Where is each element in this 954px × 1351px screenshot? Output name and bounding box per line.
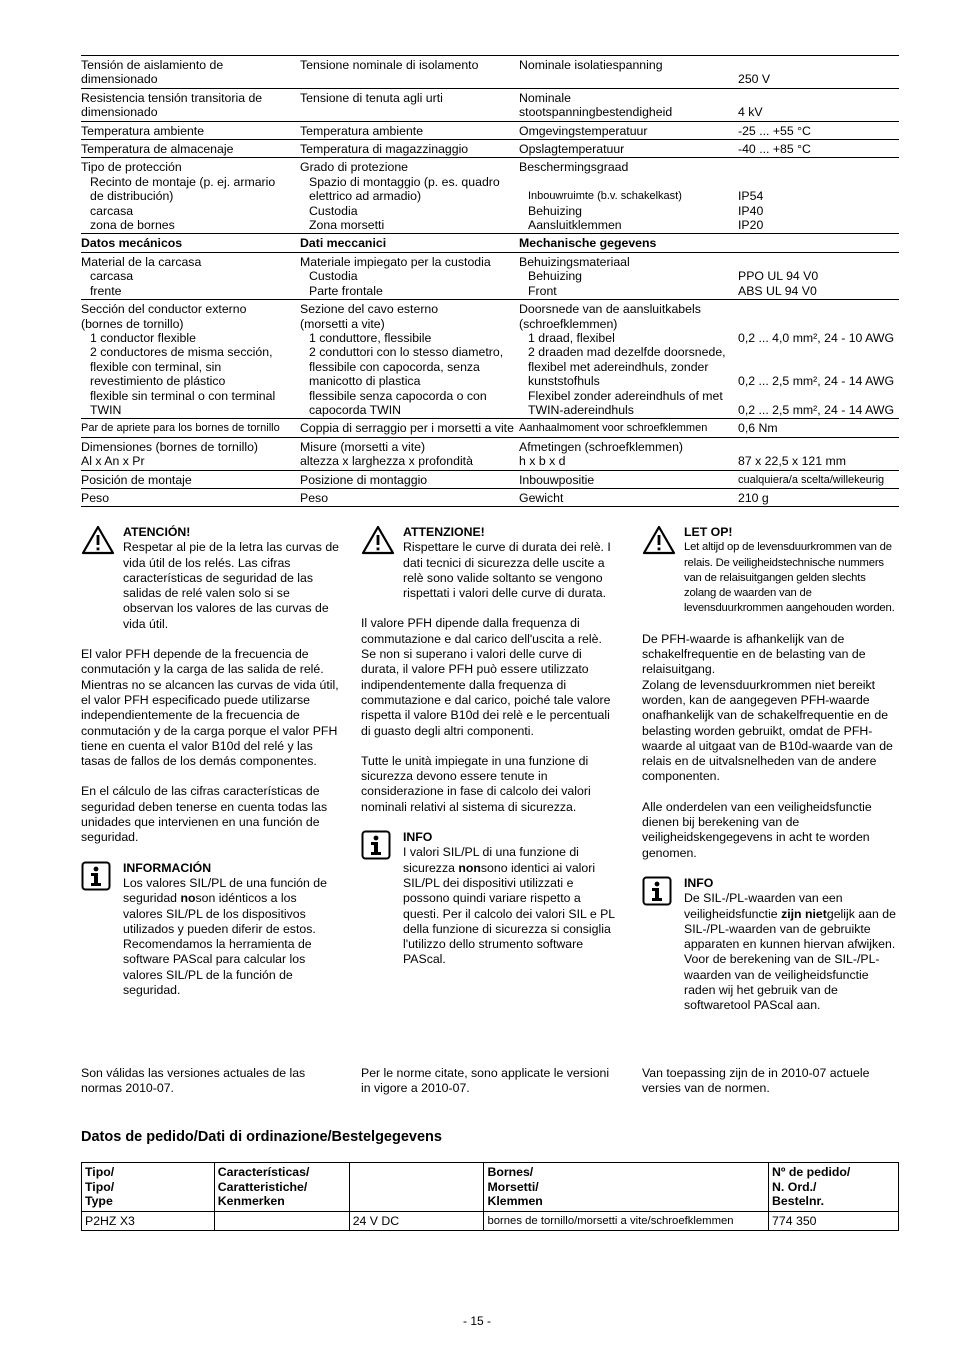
table-cell <box>300 470 519 488</box>
cell-line: Posición de montaje <box>81 472 192 487</box>
order-table-header <box>82 1163 899 1212</box>
cell-line: Temperatura ambiente <box>300 123 424 138</box>
info-title: INFORMACIÓN <box>123 860 212 875</box>
cell-line: ABS UL 94 V0 <box>738 283 817 298</box>
table-cell <box>300 140 519 158</box>
cell-line: 2 draaden mad dezelfde doorsnede, <box>528 345 726 360</box>
paragraph-calculation: En el cálculo de las cifras características de seguridad deben tenerse en cuenta todas las unidades que intervienen en una función de seguridad. <box>81 784 328 845</box>
cell-line: dimensionado <box>81 105 158 120</box>
cell-line <box>738 345 899 359</box>
cell-line: flessibile con capocorda, senza <box>309 359 480 374</box>
table-cell <box>519 470 738 488</box>
info-title: INFO <box>684 875 714 890</box>
table-cell <box>81 437 300 470</box>
info-icon <box>361 830 391 860</box>
cell-line <box>738 388 899 402</box>
cell-line: Doorsnede van de aansluitkabels <box>519 302 701 317</box>
table-row <box>81 470 899 488</box>
table-row <box>81 488 899 506</box>
table-cell <box>519 437 738 470</box>
cell-line <box>738 91 899 105</box>
cell-line: flexible sin terminal o con terminal <box>90 388 276 403</box>
paragraph-pfh: El valor PFH depende de la frecuencia de conmutación y la carga de las salida de relé. Mientras no se alcancen las curvas de vida útil, el valor PFH especificado puede utilizarse independientemente de la frecuencia de conmutación y de la carga porque el valor PFH tiene en cuenta el valor B10d del relé y las tasas de fallos de los demás componentes. <box>81 647 339 769</box>
table-row <box>82 1211 899 1231</box>
order-header-cell <box>214 1163 349 1212</box>
order-header-cell <box>349 1163 484 1212</box>
cell-line <box>738 255 899 269</box>
table-cell <box>300 88 519 121</box>
warning-note-es <box>81 525 339 632</box>
cell-line: Mechanische gegevens <box>519 236 657 251</box>
standards-note-nl <box>642 1066 900 1097</box>
table-cell <box>519 252 738 299</box>
cell-line: altezza x larghezza x profondità <box>300 454 473 469</box>
info-note-nl <box>642 876 900 1014</box>
standards-note-it <box>361 1066 619 1097</box>
cell-line: IP20 <box>738 218 764 233</box>
cell-line: Custodia <box>309 203 358 218</box>
paragraph-pfh-cont: Zolang de levensduurkrommen niet bereikt worden, kan de aangegeven PFH-waarde onafhankelijk van de schakelfrequentie en de belasting worden gebruikt, omdat de PFH-waarde al uitgaat van de B10d-waarde van de relais en de uitvalsnelheden van de andere componenten. <box>642 677 893 784</box>
info-note-es <box>81 861 339 999</box>
cell-line: (schroefklemmen) <box>519 316 618 331</box>
table-row <box>81 300 899 419</box>
cell-line: Tensión de aislamiento de <box>81 58 224 72</box>
table-cell <box>300 300 519 419</box>
cell-line: (morsetti a vite) <box>300 316 385 331</box>
standards-text: Van toepassing zijn de in 2010-07 actuele versies van de normen. <box>642 1066 870 1096</box>
cell-line: 4 kV <box>738 105 763 120</box>
cell-line <box>738 360 899 374</box>
warning-text: Rispettare le curve di durata dei relè. I dati tecnici di sicurezza delle uscite a relè sono valide soltanto se vengono rispettati i valori delle curve di durata. <box>403 540 611 601</box>
cell-line <box>738 440 899 454</box>
cell-line: Temperatura ambiente <box>81 123 205 138</box>
cell-line: Gewicht <box>519 490 564 505</box>
cell-line: Nominale <box>519 90 571 105</box>
cell-line: TWIN-adereindhuls <box>528 402 634 417</box>
cell-line: Tensione di tenuta agli urti <box>300 90 443 105</box>
table-cell <box>300 488 519 506</box>
cell-line <box>738 236 899 250</box>
warning-title: ATENCIÓN! <box>123 525 191 539</box>
cell-line: 2 conduttori con lo stesso diametro, <box>309 345 504 360</box>
cell-line: Dati meccanici <box>300 236 387 251</box>
cell-line: carcasa <box>90 269 134 284</box>
cell-line: Flexibel zonder adereindhuls of met <box>528 388 723 403</box>
table-cell <box>300 252 519 299</box>
table-cell <box>519 121 738 139</box>
cell-line: Front <box>528 283 557 298</box>
cell-line: -40 ... +85 °C <box>738 142 811 157</box>
info-icon <box>81 861 111 891</box>
warning-note-it <box>361 525 619 601</box>
warning-triangle-icon <box>361 525 395 555</box>
info-text: I valori SIL/PL di una funzione di sicurezza nonsono identici ai valori SIL/PL dei dispositivi utilizzati e possono quindi variare rispetto a questi. Per il calcolo dei valori SIL e PL della funzione di sicurezza si consiglia l'utilizzo dello strumento software PAScal. <box>403 845 615 967</box>
cell-line: manicotto di plastica <box>309 374 421 389</box>
cell-line: Aanhaalmoment voor schroefklemmen <box>519 422 708 435</box>
cell-line: Behuizingsmateriaal <box>519 254 630 269</box>
order-cell: bornes de tornillo/morsetti a vite/schroefklemmen <box>484 1211 769 1231</box>
table-cell <box>738 300 899 419</box>
cell-line: capocorda TWIN <box>309 402 402 417</box>
header-line: Características/ <box>217 1165 310 1179</box>
cell-line: Resistencia tensión transitoria de <box>81 90 263 105</box>
header-line: Tipo/ <box>85 1179 115 1194</box>
cell-line: Datos mecánicos <box>81 236 183 251</box>
cell-line: kunststofhuls <box>528 374 600 389</box>
info-text: Los valores SIL/PL de una función de seguridad noson idénticos a los valores SIL/PL de los dispositivos utilizados y pueden diferir de estos. Recomendamos la herramienta de software PAScal para calcular los valores SIL/PL de la función de seguridad. <box>123 875 327 998</box>
cell-line: (bornes de tornillo) <box>81 316 184 331</box>
column-it <box>361 525 619 968</box>
cell-line: 0,2 ... 2,5 mm², 24 - 14 AWG <box>738 402 895 417</box>
cell-line: cualquiera/a scelta/willekeurig <box>738 473 885 486</box>
cell-line: 0,2 ... 4,0 mm², 24 - 10 AWG <box>738 330 895 345</box>
table-row <box>81 88 899 121</box>
table-row <box>81 121 899 139</box>
standards-text: Per le norme citate, sono applicate le versioni in vigore a 2010-07. <box>361 1066 610 1096</box>
cell-line: zona de bornes <box>90 218 175 233</box>
cell-line: Peso <box>300 490 329 505</box>
info-note-it <box>361 830 619 968</box>
info-icon <box>642 876 672 906</box>
order-header-cell <box>769 1163 899 1212</box>
cell-line: flexibel met adereindhuls, zonder <box>528 359 709 374</box>
header-line: Bornes/ <box>487 1165 534 1179</box>
cell-line: TWIN <box>90 402 122 417</box>
header-line: Morsetti/ <box>487 1179 539 1194</box>
cell-line: Beschermingsgraad <box>519 160 629 175</box>
table-cell <box>738 56 899 89</box>
table-cell <box>738 419 899 437</box>
standards-note-es <box>81 1066 339 1097</box>
cell-line: IP54 <box>738 189 764 204</box>
cell-line: Aansluitklemmen <box>528 218 622 233</box>
table-cell <box>300 121 519 139</box>
table-row <box>81 56 899 89</box>
cell-line <box>738 160 899 174</box>
table-cell <box>738 234 899 252</box>
table-cell <box>300 158 519 234</box>
table-row <box>81 419 899 437</box>
cell-line: Custodia <box>309 269 358 284</box>
table-row <box>81 252 899 299</box>
cell-line: dimensionado <box>81 72 158 87</box>
order-data-heading: Datos de pedido/Dati di ordinazione/Bestelgegevens <box>81 1129 442 1145</box>
cell-line <box>738 58 899 72</box>
cell-line: 210 g <box>738 490 769 505</box>
table-row <box>81 158 899 234</box>
cell-line: flessibile senza capocorda o con <box>309 388 487 403</box>
warning-text: Respetar al pie de la letra las curvas de vida útil de los relés. Las cifras características de seguridad de las salidas de relé valen solo si se observan los valores de las curvas de vida útil. <box>123 540 339 631</box>
cell-line: Misure (morsetti a vite) <box>300 439 426 454</box>
paragraph-pfh: De PFH-waarde is afhankelijk van de schakelfrequentie en de belasting van de relaisuitgang. <box>642 631 866 677</box>
cell-line: Sección del conductor externo <box>81 302 247 317</box>
table-cell <box>738 158 899 234</box>
cell-line: Sezione del cavo esterno <box>300 302 439 317</box>
cell-line: 1 conduttore, flessibile <box>309 330 432 345</box>
header-line: Bestelnr. <box>772 1194 824 1209</box>
cell-line: Materiale impiegato per la custodia <box>300 254 491 269</box>
table-cell <box>81 234 300 252</box>
table-cell <box>519 300 738 419</box>
column-nl <box>642 525 900 1014</box>
cell-line: Grado di protezione <box>300 160 409 175</box>
warning-text: Let altijd op de levensduurkrommen van de relais. De veiligheidstechnische nummers van de relaisuitgangen gelden slechts zolang de waarden van de levensduurkrommen aangehouden worden. <box>684 541 895 615</box>
info-text: De SIL-/PL-waarden van een veiligheidsfunctie zijn nietgelijk aan de SIL-/PL-waarden van de gebruikte apparaten en kunnen hiervan afwijken. Voor de berekening van de SIL-/PL-waarden van de veiligheidsfunctie raden wij het gebruik van de softwaretool PAScal aan. <box>684 891 896 1013</box>
header-line: Nº de pedido/ <box>772 1165 851 1179</box>
cell-line: Par de apriete para los bornes de tornillo <box>81 422 280 435</box>
cell-line: Temperatura de almacenaje <box>81 142 234 157</box>
table-cell <box>738 488 899 506</box>
cell-line: de distribución) <box>90 189 174 204</box>
table-cell <box>81 121 300 139</box>
table-cell <box>81 470 300 488</box>
cell-line: Behuizing <box>528 269 583 284</box>
table-cell <box>300 419 519 437</box>
cell-line: Peso <box>81 490 110 505</box>
cell-line: Opslagtemperatuur <box>519 142 625 157</box>
table-row <box>81 234 899 252</box>
table-cell <box>519 88 738 121</box>
order-cell: 24 V DC <box>349 1211 484 1231</box>
cell-line: Coppia di serraggio per i morsetti a vite <box>300 421 514 436</box>
cell-line: 0,2 ... 2,5 mm², 24 - 14 AWG <box>738 374 895 389</box>
cell-line <box>738 302 899 316</box>
order-header-cell <box>82 1163 215 1212</box>
cell-line: Nominale isolatiespanning <box>519 58 663 72</box>
header-line: Klemmen <box>487 1194 543 1209</box>
cell-line: stootspanningbestendigheid <box>519 105 673 120</box>
cell-line: 250 V <box>738 72 771 87</box>
table-cell <box>81 300 300 419</box>
table-cell <box>81 488 300 506</box>
table-cell <box>81 140 300 158</box>
cell-line: 0,6 Nm <box>738 421 778 436</box>
cell-line: Temperatura di magazzinaggio <box>300 142 469 157</box>
table-cell <box>519 419 738 437</box>
table-cell <box>519 56 738 89</box>
cell-line: flexible con terminal, sin <box>90 359 222 374</box>
order-cell: P2HZ X3 <box>82 1211 215 1231</box>
cell-line: Parte frontale <box>309 283 383 298</box>
table-cell <box>300 234 519 252</box>
cell-line: 1 conductor flexible <box>90 330 196 345</box>
cell-line: Al x An x Pr <box>81 454 145 469</box>
order-cell: 774 350 <box>769 1211 899 1231</box>
cell-line: -25 ... +55 °C <box>738 123 811 138</box>
cell-line <box>738 175 899 189</box>
cell-line: carcasa <box>90 203 134 218</box>
header-line: Tipo/ <box>85 1165 115 1179</box>
table-cell <box>81 88 300 121</box>
cell-line: Material de la carcasa <box>81 254 202 269</box>
cell-line: Omgevingstemperatuur <box>519 123 648 138</box>
table-cell <box>81 419 300 437</box>
cell-line <box>519 175 738 189</box>
cell-line: revestimiento de plástico <box>90 374 226 389</box>
header-line: N. Ord./ <box>772 1179 817 1194</box>
table-cell <box>738 437 899 470</box>
warning-triangle-icon <box>81 525 115 555</box>
paragraph-calculation: Tutte le unità impiegate in una funzione di sicurezza devono essere tenute in considerazione in fase di calcolo dei valori nominali relativi al sistema di sicurezza. <box>361 753 591 814</box>
cell-line <box>738 316 899 330</box>
cell-line: Dimensiones (bornes de tornillo) <box>81 439 259 454</box>
warning-note-nl <box>642 525 900 617</box>
header-line: Type <box>85 1194 113 1209</box>
page-number: - 15 - <box>462 1314 491 1328</box>
cell-line: Zona morsetti <box>309 218 385 233</box>
warning-title: LET OP! <box>684 525 733 539</box>
header-line <box>353 1165 481 1179</box>
table-cell <box>519 140 738 158</box>
table-cell <box>519 158 738 234</box>
cell-line: Behuizing <box>528 203 583 218</box>
column-es <box>81 525 339 998</box>
warning-title: ATTENZIONE! <box>403 525 485 539</box>
cell-line: Posizione di montaggio <box>300 472 428 487</box>
warning-triangle-icon <box>642 525 676 555</box>
paragraph-pfh: Il valore PFH dipende dalla frequenza di commutazione e dal carico dell'uscita a relè. Se non si superano i valori delle curve di durata, il valore PFH può essere utilizzato indipendentemente dalla frequenza di commutazione e dal carico, poiché tale valore rispetta il valore B10d dei relè e le percentuali di guasto degli altri componenti. <box>361 616 611 738</box>
cell-line: Inbouwruimte (b.v. schakelkast) <box>528 190 682 203</box>
table-cell <box>81 158 300 234</box>
header-line: Caratteristiche/ <box>217 1179 308 1194</box>
table-row <box>81 140 899 158</box>
cell-line: 1 draad, flexibel <box>528 330 615 345</box>
cell-line: Tensione nominale di isolamento <box>300 58 479 72</box>
order-header-cell <box>484 1163 769 1212</box>
order-table <box>81 1162 899 1231</box>
table-cell <box>738 470 899 488</box>
cell-line: Spazio di montaggio (p. es. quadro <box>309 174 500 189</box>
cell-line: IP40 <box>738 203 764 218</box>
cell-line: h x b x d <box>519 454 566 469</box>
table-cell <box>300 56 519 89</box>
table-cell <box>300 437 519 470</box>
table-cell <box>519 234 738 252</box>
paragraph-calculation: Alle onderdelen van een veiligheidsfunctie dienen bij berekening van de veiligheidskengegevens in acht te worden genomen. <box>642 799 872 860</box>
table-row <box>81 437 899 470</box>
cell-line: elettrico ad armadio) <box>309 189 422 204</box>
cell-line: 2 conductores de misma sección, <box>90 345 273 360</box>
info-title: INFO <box>403 830 433 845</box>
cell-line: Recinto de montaje (p. ej. armario <box>90 174 276 189</box>
cell-line: PPO UL 94 V0 <box>738 269 819 284</box>
table-cell <box>738 252 899 299</box>
cell-line: Inbouwpositie <box>519 472 595 487</box>
cell-line: Tipo de protección <box>81 160 182 175</box>
technical-data-table <box>81 55 899 507</box>
standards-text: Son válidas las versiones actuales de las normas 2010-07. <box>81 1066 306 1096</box>
header-line: Kenmerken <box>217 1194 285 1209</box>
table-cell <box>81 56 300 89</box>
table-cell <box>738 121 899 139</box>
cell-line: Afmetingen (schroefklemmen) <box>519 439 684 454</box>
cell-line: 87 x 22,5 x 121 mm <box>738 454 846 469</box>
table-cell <box>519 488 738 506</box>
table-cell <box>738 88 899 121</box>
order-cell <box>214 1211 349 1231</box>
table-cell <box>81 252 300 299</box>
table-cell <box>738 140 899 158</box>
cell-line: frente <box>90 283 122 298</box>
